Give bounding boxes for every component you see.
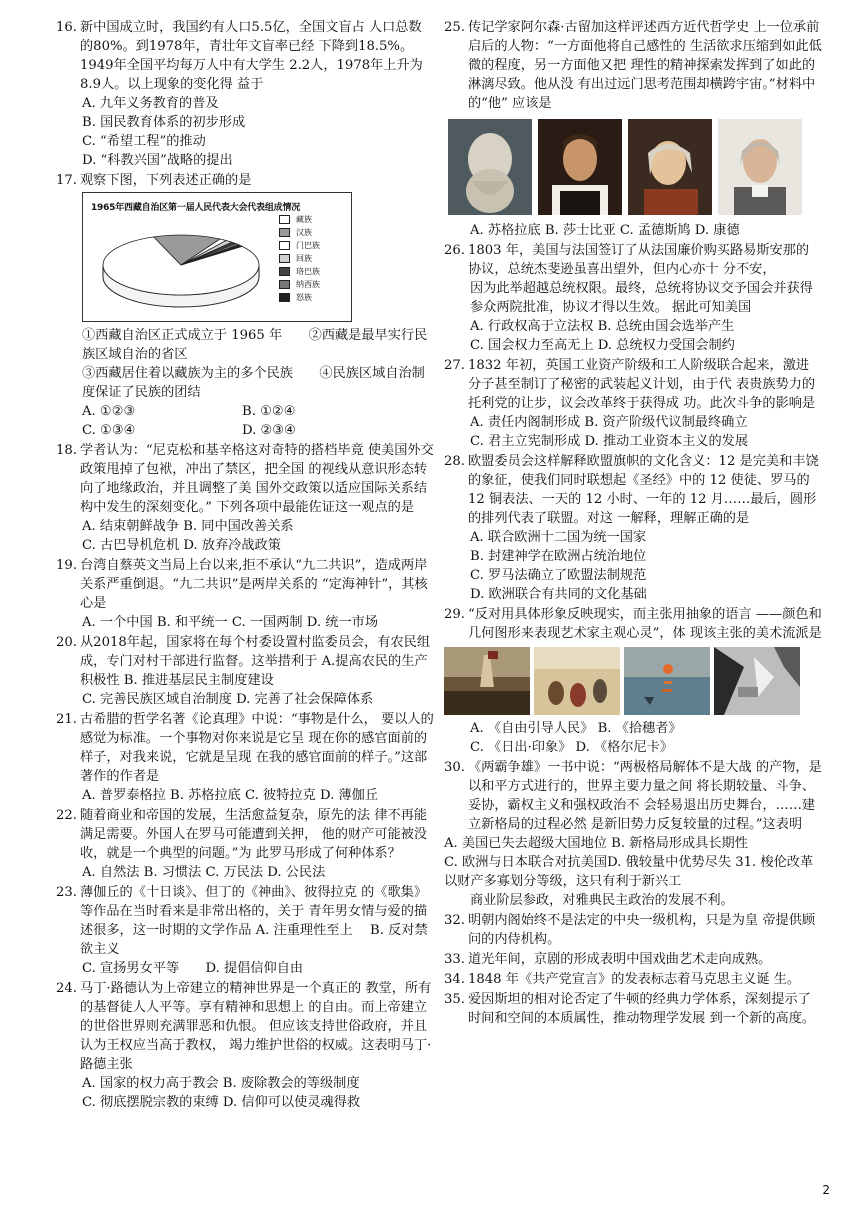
- question-stem: 19. 台湾自蔡英文当局上台以来,拒不承认“九二共识”，造成两岸关系严重倒退。“九二共识”是两岸关系的 “定海神针”，其核心是: [56, 558, 428, 611]
- legend-swatch: [279, 280, 290, 289]
- question-32: [444, 911, 822, 949]
- question-stem: 30. 《两霸争雄》一书中说：“两极格局解体不是大战 的产物，是以和平方式进行的，世界主要力量之间 将长期较量、斗争、妥协，霸权主义和强权政治不 会轻易退出历史舞台，……建立新格局的过程必然 是新旧势力反复较量的过程。”这表明: [444, 760, 822, 832]
- legend-label: 门巴族: [296, 241, 320, 250]
- question-stem: 32. 明朝内阁始终不是法定的中央一级机构，只是为皇 帝提供顾问的内侍机构。: [444, 913, 816, 947]
- option-row: A. 自然法 B. 习惯法 C. 万民法 D. 公民法: [82, 865, 326, 880]
- option-row: C. 国会权力至高无上 D. 总统权力受国会制约: [470, 338, 735, 353]
- question-24: [56, 979, 434, 1112]
- option-c: C. 罗马法确立了欧盟法制规范: [470, 568, 647, 583]
- option-b: B. 封建神学在欧洲占统治地位: [470, 549, 647, 564]
- question-33: [444, 950, 822, 969]
- question-29: [444, 605, 822, 757]
- option-row: A. 行政权高于立法权 B. 总统由国会选举产生: [470, 319, 735, 334]
- legend-item: [279, 213, 320, 226]
- question-23: [56, 883, 434, 978]
- option-d: D. 欧洲联合有共同的文化基础: [470, 587, 647, 602]
- legend-swatch: [279, 293, 290, 302]
- question-stem: 16. 新中国成立时，我国约有人口5.5亿，全国文盲占 人口总数的80%。到1978年，青壮年文盲率已经 下降到18.5%。1949年全国平均每万人中有大学生 2.2人，1978年上升为8.9人。以上现象的变化得 益于: [56, 20, 423, 92]
- option-row: C. 君主立宪制形成 D. 推动工业资本主义的发展: [470, 434, 749, 449]
- guernica-image: [714, 647, 800, 715]
- question-25: [444, 18, 822, 240]
- chart-title: 1965年西藏自治区第一届人民代表大会代表组成情况: [91, 203, 301, 213]
- legend-label: 纳西族: [296, 280, 320, 289]
- option-row: [56, 421, 434, 440]
- question-16: [56, 18, 434, 170]
- question-22: [56, 806, 434, 882]
- question-stem: 33. 道光年间，京剧的形成表明中国戏曲艺术走向成熟。: [444, 952, 772, 967]
- question-stem: 20. 从2018年起，国家将在每个村委设置村监委员会，有农民组成，专门对村干部进行监督。这举措利于 A.提高农民的生产积极性 B. 推进基层民主制度建设: [56, 635, 431, 688]
- kant-portrait-image: [718, 119, 802, 215]
- question-17: [56, 171, 434, 440]
- question-stem: 34. 1848 年《共产党宣言》的发表标志着马克思主义诞 生。: [444, 972, 801, 987]
- legend-swatch: [279, 267, 290, 276]
- option-row: C. 宣扬男女平等 D. 提倡信仰自由: [82, 961, 304, 976]
- question-stem: 26. 1803 年，美国与法国签订了从法国廉价购买路易斯安那的协议，总统杰斐逊虽喜出望外，但内心亦十 分不安，: [444, 243, 810, 277]
- option-row: C. 《日出·印象》 D. 《格尔尼卡》: [470, 740, 674, 755]
- question-stem: 18. 学者认为：“尼克松和基辛格这对奇特的搭档毕竟 使美国外交政策甩掉了包袱，冲出了禁区，把全国 的视线从意识形态转向了地缘政治，并且调整了美 国外交政策以适应国际关系结构中发生的深刻变化。” 下列各项中最能佐证这一观点的是: [56, 443, 434, 515]
- option-c: C. ①③④: [82, 423, 136, 438]
- question-stem: 24. 马丁·路德认为上帝建立的精神世界是一个真正的 教堂，所有的基督徒人人平等。享有精神和思想上 的自由。而上帝建立的世俗世界则充满罪恶和仇恨。 但应该支持世俗政府，并且认为王权应当高于教权， 竭力维护世俗的权威。这表明马丁·路德主张: [56, 981, 432, 1072]
- legend-label: 回族: [296, 254, 312, 263]
- legend-item: [279, 291, 320, 304]
- legend-item: [279, 252, 320, 265]
- option-a: A. ①②③: [82, 404, 136, 419]
- legend-item: [279, 265, 320, 278]
- left-column: [56, 18, 434, 1113]
- legend-item: [279, 226, 320, 239]
- question-18: [56, 441, 434, 555]
- question-stem: 23. 薄伽丘的《十日谈》、但丁的《神曲》、彼得拉克 的《歌集》等作品在当时看来是非常出格的，关于 青年男女情与爱的描述很多，这一时期的文学作品 A. 注重理性至上 B. 反对禁欲主义: [56, 885, 428, 957]
- question-26: [444, 241, 822, 355]
- legend-item: [279, 239, 320, 252]
- question-31-continued: 商业阶层参政，对雅典民主政治的发展不利。: [470, 893, 734, 908]
- statement-line: ①西藏自治区正式成立于 1965 年 ②西藏是最早实行民族区域自治的省区: [82, 328, 428, 362]
- shakespeare-portrait-image: [538, 119, 622, 215]
- legend-swatch: [279, 228, 290, 237]
- question-28: [444, 452, 822, 604]
- option-row: A. 国家的权力高于教会 B. 废除教会的等级制度: [82, 1076, 360, 1091]
- option-b: B. 国民教育体系的初步形成: [82, 115, 246, 130]
- page-number: 2: [822, 1183, 830, 1197]
- chart-legend: [279, 213, 320, 304]
- question-stem: 35. 爱因斯坦的相对论否定了牛顿的经典力学体系，深刻提示了时间和空间的本质属性，推动物理学发展 到一个新的高度。: [444, 992, 816, 1026]
- question-stem: 29. “反对用具体形象反映现实，而主张用抽象的语言 ——颜色和几何图形来表现艺术家主观心灵”，体 现该主张的美术流派是: [444, 607, 822, 641]
- liberty-leading-the-people-image: [444, 647, 530, 715]
- option-row: C. 完善民族区域自治制度 D. 完善了社会保障体系: [82, 692, 374, 707]
- option-d: D. “科教兴国”战略的提出: [82, 153, 233, 168]
- question-20: [56, 633, 434, 709]
- question-34: [444, 970, 822, 989]
- statement-line: ③西藏居住着以藏族为主的多个民族 ④民族区域自治制度保证了民族的团结: [82, 366, 425, 400]
- legend-label: 珞巴族: [296, 267, 320, 276]
- legend-swatch: [279, 241, 290, 250]
- question-stem: 25. 传记学家阿尔森·古留加这样评述西方近代哲学史 上一位承前启后的人物：“一方面他将自己感性的 生活欲求压缩到如此低微的程度，另一方面他又把 理性的精神探索发挥到了如此的淋漓尽致。他从没 有出过远门思考范围却横跨宇宙。”材料中的“他” 应该是: [444, 20, 822, 111]
- option-row: [56, 402, 434, 421]
- question-stem: 17. 观察下图，下列表述正确的是: [56, 173, 252, 188]
- question-21: [56, 710, 434, 805]
- legend-swatch: [279, 215, 290, 224]
- impression-sunrise-image: [624, 647, 710, 715]
- legend-swatch: [279, 254, 290, 263]
- pie-chart-figure: [82, 192, 352, 322]
- question-stem: 21. 古希腊的哲学名著《论真理》中说：“事物是什么， 要以人的感觉为标准。一个事物对你来说是它呈 现在你的感官面前的样子，对我来说，它就是呈现 在我的感官面前的样子。”这部著作的作者是: [56, 712, 434, 784]
- question-stem-continued: 因为此举超越总统权限。最终，总统将协议交予国会并获得参众两院批准，协议才得以生效。 据此可知美国: [470, 281, 813, 315]
- question-stem: 27. 1832 年初，英国工业资产阶级和工人阶级联合起来，激进分子甚至制订了秘密的武装起义计划，由于代 表贵族势力的托利党的让步，议会改革终于获得成 功。此次斗争的影响是: [444, 358, 816, 411]
- legend-label: 汉族: [296, 228, 312, 237]
- montesquieu-portrait-image: [628, 119, 712, 215]
- option-row: C. 欧洲与日本联合对抗美国D. 俄较量中优势尽失 31. 梭伦改革以财产多寡划分等级，这只有利于新兴工: [444, 855, 814, 889]
- option-c: C. “希望工程”的推动: [82, 134, 206, 149]
- option-row: A. 责任内阁制形成 B. 资产阶级代议制最终确立: [470, 415, 748, 430]
- option-row: C. 彻底摆脱宗教的束缚 D. 信仰可以使灵魂得救: [82, 1095, 361, 1110]
- legend-label: 藏族: [296, 215, 312, 224]
- option-row: C. 古巴导机危机 D. 放弃冷战政策: [82, 538, 281, 553]
- painting-row: [444, 647, 822, 715]
- question-stem: 22. 随着商业和帝国的发展，生活愈益复杂，原先的法 律不再能满足需要。外国人在罗马可能遭到关押， 他的财产可能被没收，就是一个典型的问题。”为 此罗马形成了何种体系？: [56, 808, 428, 861]
- option-row: A. 美国已失去超级大国地位 B. 新格局形成具长期性: [444, 836, 748, 851]
- legend-item: [279, 278, 320, 291]
- question-35: [444, 990, 822, 1028]
- portrait-row: [448, 119, 822, 215]
- socrates-bust-image: [448, 119, 532, 215]
- option-row: A. 普罗泰格拉 B. 苏格拉底 C. 彼特拉克 D. 薄伽丘: [82, 788, 379, 803]
- option-row: A. 苏格拉底 B. 莎士比亚 C. 孟德斯鸠 D. 康德: [470, 223, 740, 238]
- question-stem: 28. 欧盟委员会这样解释欧盟旗帜的文化含义：12 是完美和丰饶的象征，使我们同时联想起《圣经》中的 12 使徒、罗马的 12 铜表法、一天的 12 小时、一年的 12 月……最后，圆形的排列代表了联盟。对这 一解释，理解正确的是: [444, 454, 819, 526]
- question-19: [56, 556, 434, 632]
- option-a: A. 九年义务教育的普及: [82, 96, 219, 111]
- right-column: [444, 18, 822, 1029]
- option-b: B. ①②④: [242, 404, 296, 419]
- the-gleaners-image: [534, 647, 620, 715]
- option-row: A. 《自由引导人民》 B. 《拾穗者》: [470, 721, 682, 736]
- question-27: [444, 356, 822, 451]
- option-row: A. 一个中国 B. 和平统一 C. 一国两制 D. 统一市场: [82, 615, 379, 630]
- legend-label: 怒族: [296, 293, 312, 302]
- question-30: [444, 758, 822, 910]
- option-a: A. 联合欧洲十二国为统一国家: [470, 530, 647, 545]
- option-d: D. ②③④: [242, 423, 296, 438]
- option-row: A. 结束朝鲜战争 B. 同中国改善关系: [82, 519, 294, 534]
